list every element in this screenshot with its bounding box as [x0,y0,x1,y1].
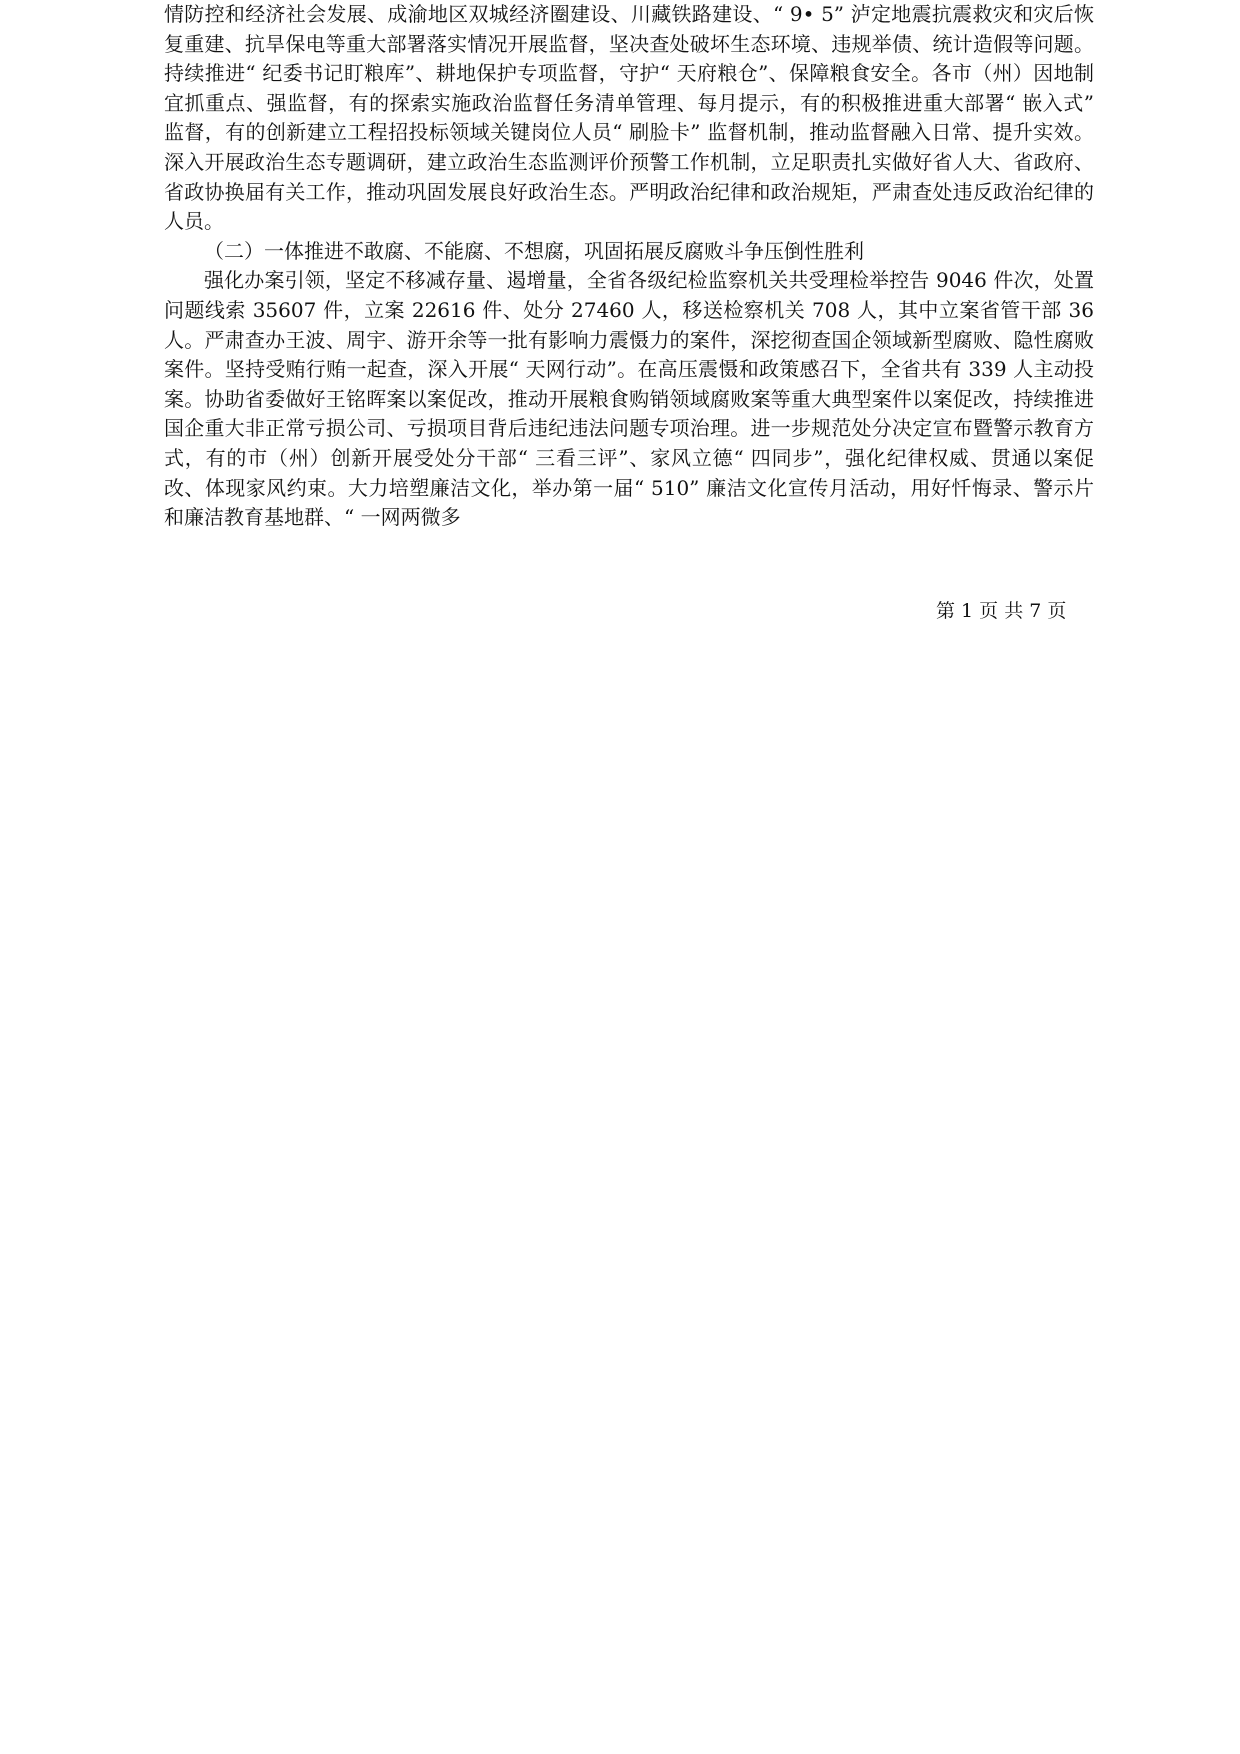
body-paragraph-2: 强化办案引领，坚定不移减存量、遏增量，全省各级纪检监察机关共受理检举控告 9046 件次，处置问题线索 35607 件，立案 22616 件、处分 27460 人，移送检察机关 708 人，其中立案省管干部 36 人。严肃查办王波、周宇、游开余等一批有影响力震慑力的案件，深挖彻查国企领域新型腐败、隐性腐败案件。坚持受贿行贿一起查，深入开展“ 天网行动”。在高压震慑和政策感召下，全省共有 339 人主动投案。协助省委做好王铭晖案以案促改，推动开展粮食购销领域腐败案等重大典型案件以案促改，持续推进国企重大非正常亏损公司、亏损项目背后违纪违法问题专项治理。进一步规范处分决定宣布暨警示教育方式，有的市（州）创新开展受处分干部“ 三看三评”、家风立德“ 四同步”，强化纪律权威、贯通以案促改、体现家风约束。大力培塑廉洁文化，举办第一届“ 510” 廉洁文化宣传月活动，用好忏悔录、警示片和廉洁教育基地群、“ 一网两微多 [164,268,1094,530]
body-paragraph-1: 情防控和经济社会发展、成渝地区双城经济圈建设、川藏铁路建设、“ 9• 5” 泸定地震抗震救灾和灾后恢复重建、抗旱保电等重大部署落实情况开展监督，坚决查处破坏生态环境、违规举债、统计造假等问题。持续推进“ 纪委书记盯粮库”、耕地保护专项监督，守护“ 天府粮仓”、保障粮食安全。各市（州）因地制宜抓重点、强监督，有的探索实施政治监督任务清单管理、每月提示，有的积极推进重大部署“ 嵌入式” 监督，有的创新建立工程招投标领域关键岗位人员“ 刷脸卡” 监督机制，推动监督融入日常、提升实效。深入开展政治生态专题调研，建立政治生态监测评价预警工作机制，立足职责扎实做好省人大、省政府、省政协换届有关工作，推动巩固发展良好政治生态。严明政治纪律和政治规矩，严肃查处违反政治纪律的人员。 [164,2,1094,234]
page-number-footer: 第 1 页 共 7 页 [936,600,1067,622]
section-heading: （二）一体推进不敢腐、不能腐、不想腐，巩固拓展反腐败斗争压倒性胜利 [204,238,864,263]
document-body [164,0,1094,533]
